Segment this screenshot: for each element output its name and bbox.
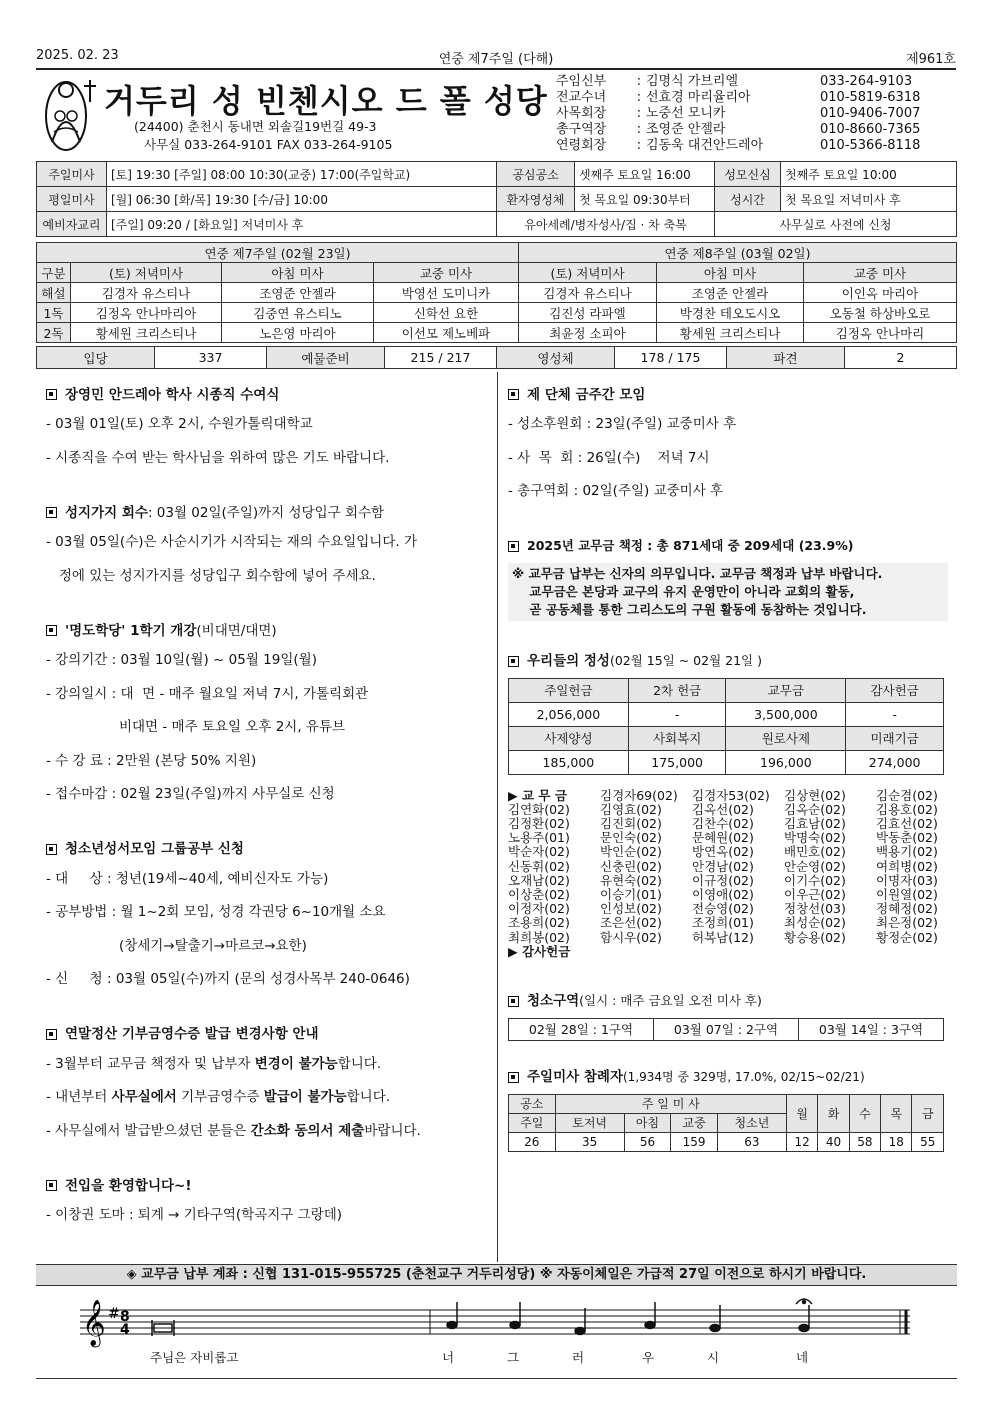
- list-item: 최희봉(02) 함시우(02) 허복남(12) 황승용(02) 황정순(02): [508, 929, 938, 945]
- table-row: [37, 162, 957, 187]
- section-title: 청소년성서모임 그룹공부 신청: [46, 833, 492, 866]
- staff-role: 전교수녀: [556, 90, 607, 105]
- section-line: 정에 있는 성지가지를 성당입구 회수함에 넣어 주세요.: [46, 567, 376, 584]
- row-label: 1독: [37, 303, 71, 323]
- schedule-value: 첫째주 토요일 10:00: [781, 162, 957, 187]
- reader-name: 박영선 도미니카: [374, 283, 519, 303]
- time-signature-bottom: 4: [120, 1322, 130, 1338]
- section-title: 청소구역 (일시 : 매주 금요일 오전 미사 후): [508, 985, 948, 1018]
- section-line: - 03월 01일(토) 오후 2시, 수원가톨릭대학교: [46, 416, 313, 432]
- section-line: - 총구역회 : 02일(주일) 교중미사 후: [508, 483, 724, 499]
- bullet-square-icon: [508, 1072, 519, 1083]
- church-name: 거두리 성 빈첸시오 드 폴 성당: [104, 82, 548, 120]
- reader-name: 김경자 유스티나: [71, 283, 222, 303]
- section-title: 우리들의 정성 (02월 15일 ~ 02월 21일 ): [508, 645, 948, 678]
- list-item: 노용주(01) 문인숙(02) 문혜원(02) 박명숙(02) 박동춘(02): [508, 830, 938, 846]
- reader-name: 조영준 안젤라: [657, 283, 804, 303]
- staff-phone: 010-5366-8118: [820, 138, 921, 153]
- schedule-value: 첫 목요일 09:30부터: [575, 187, 715, 212]
- lyric-syllable: 너: [442, 1350, 455, 1365]
- staff-list: [556, 74, 956, 154]
- section-line: (창세기→탈출기→마르코→요한): [46, 937, 307, 954]
- table-row: 26 35 56 159 63 12 40 58 18 55: [509, 1132, 944, 1151]
- table-row: [37, 212, 957, 237]
- reader-name: 황세원 크리스티나: [657, 323, 804, 343]
- reader-name: 김진성 라파엘: [519, 303, 657, 323]
- bullet-square-icon: [508, 541, 519, 552]
- column-header: 교중 미사: [804, 263, 957, 283]
- lyric-syllable: 러: [572, 1350, 585, 1365]
- section-line: - 03월 05일(수)은 사순시기가 시작되는 재의 수요일입니다. 가: [46, 534, 417, 550]
- reader-name: 이선모 제노베파: [374, 323, 519, 343]
- staff-name: 김동욱 대건안드레아: [646, 138, 764, 153]
- column-header: 아침 미사: [222, 263, 374, 283]
- section-title: 전입을 환영합니다~!: [46, 1169, 492, 1202]
- list-item: 오재남(02) 유현숙(02) 이규정(02) 이기수(02) 이명자(03): [508, 872, 938, 888]
- office-contact: 사무실 033-264-9101 FAX 033-264-9105: [144, 137, 393, 152]
- bullet-square-icon: [508, 656, 519, 667]
- section-title: 성지가지 회수 : 03월 02일(주일)까지 성당입구 회수함: [46, 496, 492, 529]
- bullet-square-icon: [46, 1180, 57, 1191]
- staff-row: 총구역장 : 조영준 안젤라 010-8660-7365: [556, 122, 956, 138]
- column-header: 교중 미사: [374, 263, 519, 283]
- staff-row: 주임신부 : 김명식 가브리엘 033-264-9103: [556, 74, 956, 90]
- section-title: '명도학당' 1학기 개강 (비대면/대면): [46, 614, 492, 647]
- staff-row: 사목회장 : 노중선 모니카 010-9406-7007: [556, 106, 956, 122]
- table-row: 공소 주 일 미 사 월 화 수 목 금: [509, 1094, 944, 1113]
- tithe-note: ※ 교무금 납부는 신자의 의무입니다. 교무금 책정과 납부 바랍니다. 교무금은 본당과 교구의 유지 운영만이 아니라 교회의 활동, 곧 공동체를 통한 그리스도의 구원 활동에 동참하는 것입니다.: [508, 563, 948, 621]
- table-row: 주일 토저녁 아침 교중 청소년: [509, 1113, 944, 1132]
- section-line: - 성소후원회 : 23일(주일) 교중미사 후: [508, 416, 737, 432]
- reader-name: 김정옥 안나마리: [804, 323, 957, 343]
- table-row: [37, 283, 957, 303]
- section-line: - 대 상 : 청년(19세~40세, 예비신자도 가능): [46, 870, 329, 887]
- table-row: 185,000 175,000 196,000 274,000: [509, 750, 944, 774]
- bullet-square-icon: [46, 625, 57, 636]
- staff-role: 총구역장: [556, 122, 607, 137]
- section-title: 2025년 교무금 책정 : 총 871세대 중 209세대 (23.9%): [508, 530, 948, 563]
- donor-list: [508, 789, 948, 959]
- table-row: [37, 243, 957, 263]
- reader-name: 이인옥 마리아: [804, 283, 957, 303]
- table-row: [37, 303, 957, 323]
- list-item: 조용희(02) 조은선(02) 조정희(01) 최성순(02) 최은정(02): [508, 915, 938, 931]
- sharp-icon: #: [108, 1306, 120, 1322]
- lyric-syllable: 시: [707, 1350, 720, 1365]
- reader-name: 최윤정 소피아: [519, 323, 657, 343]
- treble-clef-icon: 𝄞: [82, 1300, 106, 1346]
- schedule-value: [주일] 09:20 / [화요일] 저녁미사 후: [107, 212, 497, 237]
- list-item: 신동휘(02) 신충린(02) 안경남(02) 안순영(02) 여희병(02): [508, 858, 938, 874]
- list-item: 이정자(02) 인성보(02) 전승영(02) 정창선(03) 정혜정(02): [508, 901, 938, 917]
- church-address: (24400) 춘천시 동내면 외솔길19번길 49-3: [134, 119, 377, 134]
- schedule-label: 유아세례/병자성사/집 · 차 축복: [497, 212, 715, 237]
- stat-value: 337: [155, 347, 267, 369]
- lyric-start: 주님은 자비롭고: [150, 1350, 239, 1365]
- stat-label: 예물준비: [267, 347, 385, 369]
- table-row: 사제양성 사회복지 원로사제 미래기금: [509, 726, 944, 750]
- bullet-square-icon: [508, 996, 519, 1007]
- column-header: 아침 미사: [657, 263, 804, 283]
- melody-notes: [447, 1299, 812, 1335]
- column-divider: [497, 372, 498, 1262]
- schedule-label: 평일미사: [37, 187, 107, 212]
- list-item: 박순자(02) 박인순(02) 방연옥(02) 배민호(02) 백용기(02): [508, 844, 938, 860]
- schedule-label: 예비자교리: [37, 212, 107, 237]
- issue-number: 제961호: [906, 52, 956, 67]
- section-line: - 시종직을 수여 받는 학사님을 위하여 많은 기도 바랍니다.: [46, 449, 390, 466]
- liturgical-day: 연중 제7주일 (다해): [438, 52, 554, 67]
- staff-phone: 010-9406-7007: [820, 106, 921, 121]
- schedule-label: 공심공소: [497, 162, 575, 187]
- section-title: 연말정산 기부금영수증 발급 변경사항 안내: [46, 1018, 492, 1051]
- schedule-value: 사무실로 사전에 신청: [715, 212, 957, 237]
- thanks-offering-label: ▶ 감사헌금: [508, 943, 571, 959]
- header-rule: [36, 68, 956, 70]
- staff-role: 주임신부: [556, 74, 607, 89]
- reader-name: 김정옥 안나마리아: [71, 303, 222, 323]
- section-line: 비대면 - 매주 토요일 오후 2시, 유튜브: [46, 719, 346, 735]
- readers-table: [36, 242, 957, 343]
- staff-name: 선효경 마리율리아: [646, 90, 751, 105]
- column-header: (토) 저녁미사: [71, 263, 222, 283]
- lyric-syllable: 우: [642, 1350, 655, 1365]
- staff-name: 노중선 모니카: [646, 106, 726, 121]
- schedule-value: 첫 목요일 저녁미사 후: [781, 187, 957, 212]
- staff-row: 전교수녀 : 선효경 마리율리아 010-5819-6318: [556, 90, 956, 106]
- column-header: 구분: [37, 263, 71, 283]
- stat-label: 영성체: [497, 347, 615, 369]
- section-line: - 공부방법 : 월 1~2회 모임, 성경 각권당 6~10개월 소요: [46, 904, 386, 920]
- schedule-label: 주일미사: [37, 162, 107, 187]
- reader-name: 김경자 유스티나: [519, 283, 657, 303]
- section-title: 주일미사 참례자 (1,934명 중 329명, 17.0%, 02/15~02/21): [508, 1061, 948, 1094]
- attendance-table: [508, 1094, 944, 1152]
- schedule-value: [토] 19:30 [주일] 08:00 10:30(교중) 17:00(주일학교): [107, 162, 497, 187]
- reader-name: 신학선 요한: [374, 303, 519, 323]
- section-line: - 3월부터 교무금 책정자 및 납부자 변경이 불가능합니다.: [46, 1055, 382, 1072]
- week-header: 연중 제8주일 (03월 02일): [519, 243, 957, 263]
- section-line: - 강의기간 : 03월 10일(월) ~ 05월 19일(월): [46, 652, 317, 668]
- bulletin-date: 2025. 02. 23: [36, 48, 119, 63]
- mass-stats-table: [36, 346, 957, 369]
- offering-table: [508, 678, 944, 775]
- reader-name: 김중연 유스티노: [222, 303, 374, 323]
- lyric-syllable: 네: [796, 1350, 809, 1365]
- bullet-square-icon: [46, 1029, 57, 1040]
- stat-value: 215 / 217: [385, 347, 497, 369]
- stat-value: 178 / 175: [615, 347, 727, 369]
- section-line: - 내년부터 사무실에서 기부금영수증 발급이 불가능합니다.: [46, 1089, 391, 1105]
- staff-name: 조영준 안젤라: [646, 122, 726, 137]
- section-line: - 접수마감 : 02월 23일(주일)까지 사무실로 신청: [46, 786, 335, 802]
- staff-role: 연령회장: [556, 138, 607, 153]
- staff-role: 사목회장: [556, 106, 607, 121]
- table-row: [37, 347, 957, 369]
- bank-account-banner: ◈ 교무금 납부 계좌 : 신협 131-015-955725 (춘천교구 거두리성당) ※ 자동이체일은 가급적 27일 이전으로 하시기 바랍니다.: [36, 1264, 957, 1286]
- list-item: 이상춘(02) 이승기(01) 이영애(02) 이우근(02) 이원열(02): [508, 886, 938, 902]
- table-row: 2,056,000 - 3,500,000 -: [509, 702, 944, 726]
- section-line: - 사 목 회 : 26일(수) 저녁 7시: [508, 449, 710, 466]
- reader-name: 박경찬 테오도시오: [657, 303, 804, 323]
- schedule-label: 성모신심: [715, 162, 781, 187]
- cleaning-schedule-table: [508, 1018, 944, 1041]
- list-item: ▶ 교 무 금 김경자69(02) 김경자53(02) 김상현(02) 김순겸(02): [508, 787, 938, 803]
- bullet-square-icon: [46, 389, 57, 400]
- schedule-label: 환자영성체: [497, 187, 575, 212]
- schedule-value: 셋째주 토요일 16:00: [575, 162, 715, 187]
- section-title: 제 단체 금주간 모임: [508, 378, 948, 411]
- bullet-square-icon: [46, 507, 57, 518]
- week-header: 연중 제7주일 (02월 23일): [37, 243, 519, 263]
- section-line: - 사무실에서 발급받으셨던 분들은 간소화 동의서 제출바랍니다.: [46, 1122, 421, 1139]
- bottom-rule: [36, 1378, 957, 1379]
- staff-phone: 033-264-9103: [820, 74, 913, 89]
- reader-name: 노은영 마리아: [222, 323, 374, 343]
- reader-name: 오동철 하상바오로: [804, 303, 957, 323]
- staff-row: 연령회장 : 김동욱 대건안드레아 010-5366-8118: [556, 138, 956, 154]
- table-row: [37, 323, 957, 343]
- table-row: [37, 187, 957, 212]
- mass-schedule-table: [36, 161, 957, 237]
- reader-name: 조영준 안젤라: [222, 283, 374, 303]
- section-line: - 이창권 도마 : 퇴계 → 기타구역(학곡지구 그랑데): [46, 1207, 343, 1223]
- table-row: [37, 263, 957, 283]
- staff-name: 김명식 가브리엘: [646, 74, 739, 89]
- table-row: 주일헌금 2차 헌금 교무금 감사헌금: [509, 678, 944, 702]
- table-row: 02월 28일 : 1구역 03월 07일 : 2구역 03월 14일 : 3구역: [509, 1018, 944, 1040]
- lyric-syllable: 그: [507, 1350, 520, 1365]
- church-logo-icon: [42, 72, 100, 154]
- row-label: 2독: [37, 323, 71, 343]
- bullet-square-icon: [508, 389, 519, 400]
- stat-label: 파견: [727, 347, 845, 369]
- bullet-square-icon: [46, 844, 57, 855]
- row-label: 해설: [37, 283, 71, 303]
- left-column: [46, 378, 492, 1236]
- schedule-label: 성시간: [715, 187, 781, 212]
- schedule-value: [월] 06:30 [화/목] 19:30 [수/금] 10:00: [107, 187, 497, 212]
- staff-phone: 010-5819-6318: [820, 90, 921, 105]
- stat-label: 입당: [37, 347, 155, 369]
- column-header: (토) 저녁미사: [519, 263, 657, 283]
- section-line: - 수 강 료 : 2만원 (본당 50% 지원): [46, 752, 257, 769]
- time-signature-top: 8: [120, 1309, 130, 1325]
- section-title: 장영민 안드레아 학사 시종직 수여식: [46, 378, 492, 411]
- staff-phone: 010-8660-7365: [820, 122, 921, 137]
- list-item: 김정환(02) 김진회(02) 김찬수(02) 김효남(02) 김효선(02): [508, 815, 938, 831]
- list-item: 김연화(02) 김영효(02) 김옥선(02) 김옥순(02) 김용호(02): [508, 801, 938, 817]
- section-line: - 신 청 : 03월 05일(수)까지 (문의 성경사목부 240-0646): [46, 971, 410, 987]
- right-column: [508, 378, 948, 1152]
- stat-value: 2: [845, 347, 957, 369]
- top-bar: [36, 46, 956, 68]
- reader-name: 황세원 크리스티나: [71, 323, 222, 343]
- section-line: - 강의일시 : 대 면 - 매주 월요일 저녁 7시, 가톨릭회관: [46, 685, 369, 702]
